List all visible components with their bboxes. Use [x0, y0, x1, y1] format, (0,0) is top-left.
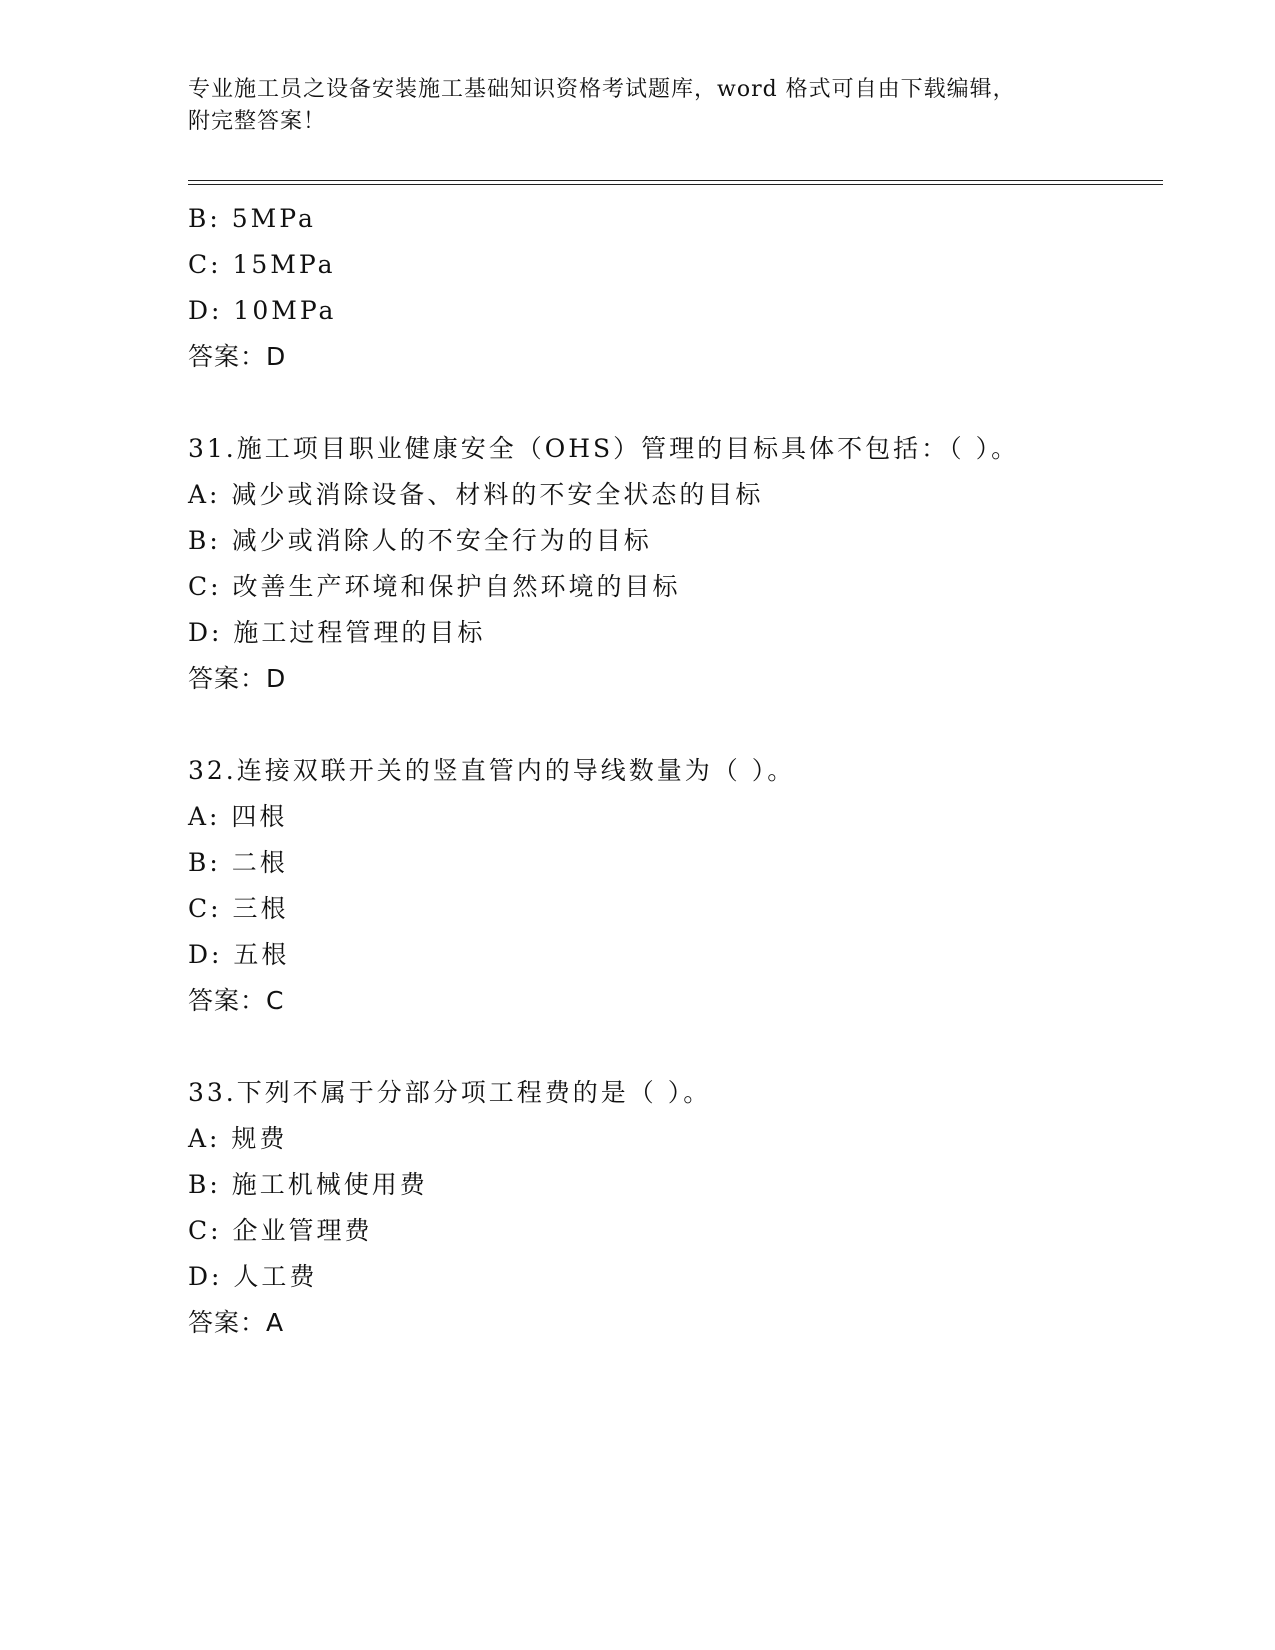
question-list: [188, 196, 1163, 1346]
option-c: C: 改善生产环境和保护自然环境的目标: [188, 572, 681, 601]
option-c: C: 三根: [188, 894, 289, 923]
question-32: [188, 748, 1163, 1024]
answer-text: 答案：D: [188, 342, 287, 371]
answer-text: 答案：C: [188, 986, 285, 1015]
option-d: D: 10MPa: [188, 296, 337, 325]
option-a: A: 规费: [188, 1124, 288, 1153]
answer-text: 答案：A: [188, 1308, 285, 1337]
option-d: D: 五根: [188, 940, 290, 969]
header-line-2: 附完整答案！: [188, 109, 327, 134]
option-d: D: 施工过程管理的目标: [188, 618, 486, 647]
header-divider-bottom: [188, 184, 1163, 185]
option-d: D: 人工费: [188, 1262, 318, 1291]
question-spacer: [188, 380, 1163, 426]
option-c: C: 企业管理费: [188, 1216, 373, 1245]
option-b: B: 施工机械使用费: [188, 1170, 428, 1199]
header-divider-top: [188, 180, 1163, 181]
question-30-continued: [188, 196, 1163, 380]
question-spacer: [188, 1024, 1163, 1070]
option-b: B: 二根: [188, 848, 288, 877]
option-a: A: 四根: [188, 802, 288, 831]
question-33: [188, 1070, 1163, 1346]
option-b: B: 5MPa: [188, 204, 316, 233]
document-header: [188, 74, 1068, 138]
option-a: A: 减少或消除设备、材料的不安全状态的目标: [188, 480, 764, 509]
question-spacer: [188, 702, 1163, 748]
question-31: [188, 426, 1163, 702]
question-stem: 33.下列不属于分部分项工程费的是（ ）。: [188, 1078, 712, 1107]
question-stem: 31.施工项目职业健康安全（OHS）管理的目标具体不包括：（ ）。: [188, 434, 1020, 463]
question-stem: 32.连接双联开关的竖直管内的导线数量为（ ）。: [188, 756, 796, 785]
header-line-1: 专业施工员之设备安装施工基础知识资格考试题库，word 格式可自由下载编辑，: [188, 77, 1016, 102]
answer-text: 答案：D: [188, 664, 287, 693]
option-b: B: 减少或消除人的不安全行为的目标: [188, 526, 652, 555]
option-c: C: 15MPa: [188, 250, 336, 279]
